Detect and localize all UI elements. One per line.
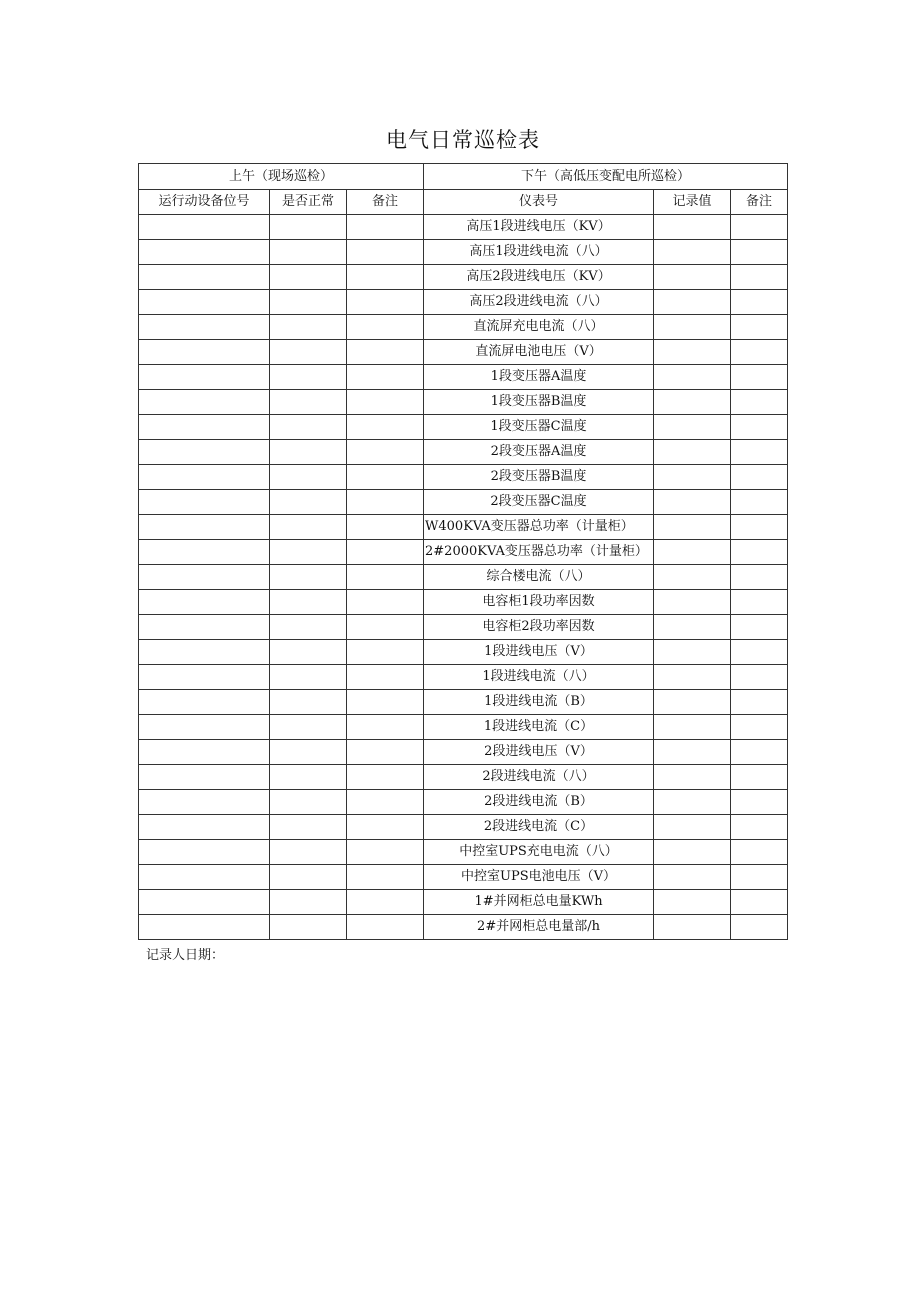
meter-name-cell: 2段进线电流（C）	[424, 815, 654, 840]
meter-name-cell: 1段变压器B温度	[424, 390, 654, 415]
record-value-cell[interactable]	[654, 440, 731, 465]
remark-am-cell[interactable]	[347, 215, 424, 240]
record-value-cell[interactable]	[654, 415, 731, 440]
remark-pm-cell[interactable]	[731, 290, 788, 315]
record-value-cell[interactable]	[654, 715, 731, 740]
meter-name-cell: 2段进线电流（B）	[424, 790, 654, 815]
meter-name-cell: 综合楼电流（八）	[424, 565, 654, 590]
remark-am-cell[interactable]	[347, 490, 424, 515]
meter-name-cell: 1段进线电流（八）	[424, 665, 654, 690]
meter-name-cell: 1段变压器C温度	[424, 415, 654, 440]
remark-am-cell[interactable]	[347, 465, 424, 490]
table-row	[139, 240, 788, 265]
remark-pm-cell[interactable]	[731, 690, 788, 715]
record-value-cell[interactable]	[654, 290, 731, 315]
record-value-cell[interactable]	[654, 490, 731, 515]
normal-cell[interactable]	[270, 615, 347, 640]
table-row	[139, 915, 788, 940]
remark-am-cell[interactable]	[347, 765, 424, 790]
normal-cell[interactable]	[270, 290, 347, 315]
remark-pm-cell[interactable]	[731, 515, 788, 540]
equipment-cell[interactable]	[139, 765, 270, 790]
record-value-cell[interactable]	[654, 540, 731, 565]
table-row	[139, 290, 788, 315]
table-row	[139, 465, 788, 490]
remark-pm-cell[interactable]	[731, 865, 788, 890]
equipment-cell[interactable]	[139, 865, 270, 890]
equipment-cell[interactable]	[139, 715, 270, 740]
equipment-cell[interactable]	[139, 565, 270, 590]
table-row	[139, 690, 788, 715]
equipment-cell[interactable]	[139, 290, 270, 315]
equipment-cell[interactable]	[139, 440, 270, 465]
remark-pm-cell[interactable]	[731, 240, 788, 265]
remark-pm-cell[interactable]	[731, 215, 788, 240]
column-header-remark-pm: 备注	[731, 190, 788, 215]
record-value-cell[interactable]	[654, 640, 731, 665]
column-header-equipment: 运行动设备位号	[139, 190, 270, 215]
table-row	[139, 340, 788, 365]
equipment-cell[interactable]	[139, 490, 270, 515]
record-value-cell[interactable]	[654, 365, 731, 390]
table-row	[139, 640, 788, 665]
remark-pm-cell[interactable]	[731, 665, 788, 690]
meter-name-cell: W400KVA变压器总功率（计量柜）	[424, 515, 654, 540]
table-row	[139, 765, 788, 790]
meter-name-cell: 2#2000KVA变压器总功率（计量柜）	[424, 540, 654, 565]
normal-cell[interactable]	[270, 315, 347, 340]
remark-am-cell[interactable]	[347, 640, 424, 665]
remark-pm-cell[interactable]	[731, 790, 788, 815]
equipment-cell[interactable]	[139, 615, 270, 640]
meter-name-cell: 2段变压器A温度	[424, 440, 654, 465]
afternoon-section-header: 下午（高低压变配电所巡检）	[424, 164, 788, 190]
normal-cell[interactable]	[270, 440, 347, 465]
meter-name-cell: 高压2段进线电流（八）	[424, 290, 654, 315]
remark-am-cell[interactable]	[347, 265, 424, 290]
remark-pm-cell[interactable]	[731, 765, 788, 790]
equipment-cell[interactable]	[139, 540, 270, 565]
equipment-cell[interactable]	[139, 640, 270, 665]
remark-am-cell[interactable]	[347, 415, 424, 440]
remark-am-cell[interactable]	[347, 315, 424, 340]
meter-name-cell: 直流屏充电电流（八）	[424, 315, 654, 340]
table-row	[139, 665, 788, 690]
meter-name-cell: 2段进线电流（八）	[424, 765, 654, 790]
normal-cell[interactable]	[270, 865, 347, 890]
morning-section-header: 上午（现场巡检）	[139, 164, 424, 190]
meter-name-cell: 2段变压器B温度	[424, 465, 654, 490]
record-value-cell[interactable]	[654, 565, 731, 590]
record-value-cell[interactable]	[654, 615, 731, 640]
remark-am-cell[interactable]	[347, 565, 424, 590]
page-title: 电气日常巡检表	[386, 128, 540, 152]
table-row	[139, 490, 788, 515]
column-header-meter: 仪表号	[424, 190, 654, 215]
remark-am-cell[interactable]	[347, 540, 424, 565]
remark-am-cell[interactable]	[347, 690, 424, 715]
normal-cell[interactable]	[270, 415, 347, 440]
equipment-cell[interactable]	[139, 590, 270, 615]
remark-am-cell[interactable]	[347, 615, 424, 640]
record-value-cell[interactable]	[654, 690, 731, 715]
equipment-cell[interactable]	[139, 690, 270, 715]
meter-name-cell: 1段进线电流（C）	[424, 715, 654, 740]
table-row	[139, 840, 788, 865]
normal-cell[interactable]	[270, 840, 347, 865]
meter-name-cell: 电容柜2段功率因数	[424, 615, 654, 640]
record-value-cell[interactable]	[654, 840, 731, 865]
record-value-cell[interactable]	[654, 265, 731, 290]
remark-pm-cell[interactable]	[731, 340, 788, 365]
remark-pm-cell[interactable]	[731, 615, 788, 640]
inspection-table	[138, 163, 788, 940]
remark-pm-cell[interactable]	[731, 915, 788, 940]
meter-name-cell: 中控室UPS电池电压（V）	[424, 865, 654, 890]
remark-pm-cell[interactable]	[731, 365, 788, 390]
meter-name-cell: 高压1段进线电流（八）	[424, 240, 654, 265]
record-value-cell[interactable]	[654, 590, 731, 615]
equipment-cell[interactable]	[139, 265, 270, 290]
remark-am-cell[interactable]	[347, 915, 424, 940]
meter-name-cell: 1#并网柜总电量KWh	[424, 890, 654, 915]
record-value-cell[interactable]	[654, 765, 731, 790]
remark-pm-cell[interactable]	[731, 565, 788, 590]
remark-am-cell[interactable]	[347, 440, 424, 465]
table-row	[139, 865, 788, 890]
remark-pm-cell[interactable]	[731, 740, 788, 765]
meter-name-cell: 1段变压器A温度	[424, 365, 654, 390]
normal-cell[interactable]	[270, 790, 347, 815]
remark-am-cell[interactable]	[347, 365, 424, 390]
remark-am-cell[interactable]	[347, 890, 424, 915]
normal-cell[interactable]	[270, 740, 347, 765]
table-row	[139, 740, 788, 765]
normal-cell[interactable]	[270, 565, 347, 590]
section-header-row	[139, 164, 788, 190]
remark-am-cell[interactable]	[347, 340, 424, 365]
normal-cell[interactable]	[270, 540, 347, 565]
normal-cell[interactable]	[270, 590, 347, 615]
normal-cell[interactable]	[270, 240, 347, 265]
record-value-cell[interactable]	[654, 790, 731, 815]
record-value-cell[interactable]	[654, 465, 731, 490]
normal-cell[interactable]	[270, 815, 347, 840]
equipment-cell[interactable]	[139, 315, 270, 340]
remark-pm-cell[interactable]	[731, 890, 788, 915]
normal-cell[interactable]	[270, 215, 347, 240]
table-row	[139, 615, 788, 640]
table-row	[139, 715, 788, 740]
meter-name-cell: 1段进线电流（B）	[424, 690, 654, 715]
equipment-cell[interactable]	[139, 390, 270, 415]
normal-cell[interactable]	[270, 390, 347, 415]
remark-pm-cell[interactable]	[731, 315, 788, 340]
table-row	[139, 540, 788, 565]
remark-am-cell[interactable]	[347, 865, 424, 890]
equipment-cell[interactable]	[139, 340, 270, 365]
normal-cell[interactable]	[270, 765, 347, 790]
equipment-cell[interactable]	[139, 365, 270, 390]
table-row	[139, 265, 788, 290]
meter-name-cell: 高压2段进线电压（KV）	[424, 265, 654, 290]
normal-cell[interactable]	[270, 665, 347, 690]
remark-pm-cell[interactable]	[731, 590, 788, 615]
meter-name-cell: 2段变压器C温度	[424, 490, 654, 515]
record-value-cell[interactable]	[654, 740, 731, 765]
equipment-cell[interactable]	[139, 215, 270, 240]
normal-cell[interactable]	[270, 515, 347, 540]
record-value-cell[interactable]	[654, 390, 731, 415]
meter-name-cell: 高压1段进线电压（KV）	[424, 215, 654, 240]
normal-cell[interactable]	[270, 715, 347, 740]
remark-am-cell[interactable]	[347, 815, 424, 840]
equipment-cell[interactable]	[139, 515, 270, 540]
remark-am-cell[interactable]	[347, 840, 424, 865]
remark-pm-cell[interactable]	[731, 465, 788, 490]
record-value-cell[interactable]	[654, 890, 731, 915]
normal-cell[interactable]	[270, 490, 347, 515]
record-value-cell[interactable]	[654, 240, 731, 265]
remark-pm-cell[interactable]	[731, 390, 788, 415]
remark-am-cell[interactable]	[347, 715, 424, 740]
normal-cell[interactable]	[270, 265, 347, 290]
recorder-date-label: 记录人日期：	[146, 948, 225, 963]
table-row	[139, 365, 788, 390]
record-value-cell[interactable]	[654, 215, 731, 240]
remark-pm-cell[interactable]	[731, 540, 788, 565]
meter-name-cell: 1段进线电压（V）	[424, 640, 654, 665]
equipment-cell[interactable]	[139, 465, 270, 490]
record-value-cell[interactable]	[654, 815, 731, 840]
normal-cell[interactable]	[270, 890, 347, 915]
table-row	[139, 565, 788, 590]
remark-am-cell[interactable]	[347, 590, 424, 615]
table-row	[139, 815, 788, 840]
record-value-cell[interactable]	[654, 665, 731, 690]
table-row	[139, 315, 788, 340]
equipment-cell[interactable]	[139, 790, 270, 815]
remark-am-cell[interactable]	[347, 290, 424, 315]
table-row	[139, 440, 788, 465]
column-header-remark-am: 备注	[347, 190, 424, 215]
remark-pm-cell[interactable]	[731, 640, 788, 665]
normal-cell[interactable]	[270, 690, 347, 715]
meter-name-cell: 电容柜1段功率因数	[424, 590, 654, 615]
normal-cell[interactable]	[270, 915, 347, 940]
record-value-cell[interactable]	[654, 315, 731, 340]
remark-pm-cell[interactable]	[731, 815, 788, 840]
remark-am-cell[interactable]	[347, 790, 424, 815]
record-value-cell[interactable]	[654, 915, 731, 940]
equipment-cell[interactable]	[139, 815, 270, 840]
table-row	[139, 215, 788, 240]
remark-pm-cell[interactable]	[731, 490, 788, 515]
record-value-cell[interactable]	[654, 340, 731, 365]
remark-am-cell[interactable]	[347, 665, 424, 690]
table-row	[139, 515, 788, 540]
table-row	[139, 390, 788, 415]
table-row	[139, 415, 788, 440]
normal-cell[interactable]	[270, 465, 347, 490]
record-value-cell[interactable]	[654, 515, 731, 540]
record-value-cell[interactable]	[654, 865, 731, 890]
equipment-cell[interactable]	[139, 665, 270, 690]
column-header-row	[139, 190, 788, 215]
remark-pm-cell[interactable]	[731, 440, 788, 465]
equipment-cell[interactable]	[139, 890, 270, 915]
remark-pm-cell[interactable]	[731, 415, 788, 440]
meter-name-cell: 2#并网柜总电量部/h	[424, 915, 654, 940]
remark-pm-cell[interactable]	[731, 715, 788, 740]
remark-am-cell[interactable]	[347, 240, 424, 265]
table-row	[139, 590, 788, 615]
remark-am-cell[interactable]	[347, 740, 424, 765]
remark-pm-cell[interactable]	[731, 840, 788, 865]
equipment-cell[interactable]	[139, 240, 270, 265]
equipment-cell[interactable]	[139, 415, 270, 440]
table-row	[139, 790, 788, 815]
normal-cell[interactable]	[270, 340, 347, 365]
meter-name-cell: 2段进线电压（V）	[424, 740, 654, 765]
normal-cell[interactable]	[270, 365, 347, 390]
remark-am-cell[interactable]	[347, 390, 424, 415]
normal-cell[interactable]	[270, 640, 347, 665]
remark-pm-cell[interactable]	[731, 265, 788, 290]
column-header-normal: 是否正常	[270, 190, 347, 215]
equipment-cell[interactable]	[139, 740, 270, 765]
remark-am-cell[interactable]	[347, 515, 424, 540]
equipment-cell[interactable]	[139, 840, 270, 865]
meter-name-cell: 直流屏电池电压（V）	[424, 340, 654, 365]
meter-name-cell: 中控室UPS充电电流（八）	[424, 840, 654, 865]
table-body	[139, 215, 788, 940]
equipment-cell[interactable]	[139, 915, 270, 940]
table-row	[139, 890, 788, 915]
column-header-value: 记录值	[654, 190, 731, 215]
